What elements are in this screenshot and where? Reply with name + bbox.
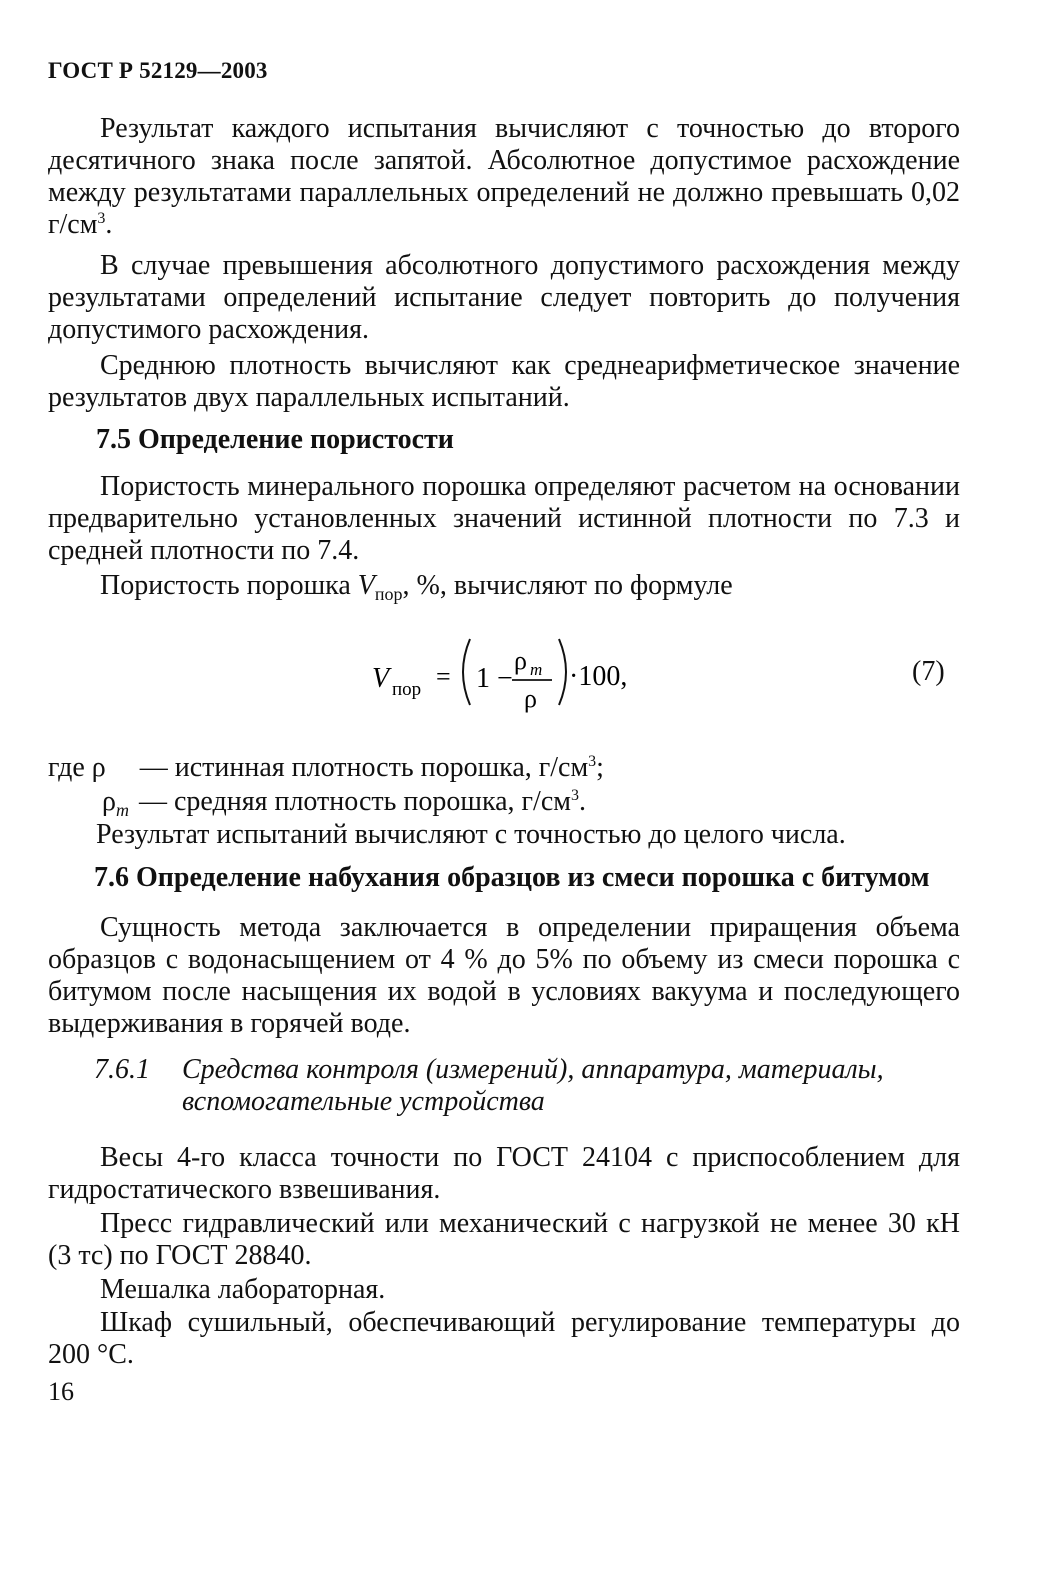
paragraph-porosity-formula-intro: Пористость порошка $V_{пор}$, %, вычисляют по формуле [100,570,733,604]
formula-left-paren [463,639,470,705]
paragraph-result-integer: Результат испытаний вычисляют с точностью до целого числа. [96,819,846,850]
formula-svg [370,625,670,715]
formula-multiplier: ·100, [569,661,628,692]
list-item-press: Пресс гидравлический или механический с нагрузкой не менее 30 кН (3 тс) по ГОСТ 28840. [48,1208,960,1271]
paragraph-average-density: Среднюю плотность вычисляют как среднеарифметическое значение результатов двух параллельных испытаний. [48,350,960,413]
section-heading-7-6: 7.6 Определение набухания образцов из смеси порошка с битумом [94,862,930,893]
paragraph-result-precision [48,113,960,241]
formula-lhs-sub: пор [392,679,422,700]
porosity-formula [370,625,970,715]
where-rho: где ρ — истинная плотность порошка, $г/см^3$; [48,752,604,783]
formula-lhs-var: V [372,663,390,694]
equation-number: (7) [912,656,945,687]
page-number: 16 [48,1377,74,1406]
list-item-drying-cabinet: Шкаф сушильный, обеспечивающий регулирование температуры до 200 °С. [48,1307,960,1370]
variable-v: V [357,570,375,601]
subscript-por: пор [374,584,403,604]
formula-denominator: ρ [524,684,537,713]
formula-numerator: ρ [514,646,527,675]
where-rho-m: $\rho_m$ — средняя плотность порошка, $г/см^3$. [102,786,586,820]
list-item-mixer: Мешалка лабораторная. [100,1274,386,1305]
paragraph-text: Результат каждого испытания вычисляют с точностью до второго десятичного знака после запятой. Абсолютное допустимое расхождение между результатами параллельных определений не должно превышать 0,02 г/см [48,113,960,240]
formula-equals: = [436,662,451,691]
paragraph-porosity-method: Пористость минерального порошка определяют расчетом на основании предварительно установленных значений истинной плотности по 7.3 и средней плотности по 7.4. [48,471,960,566]
document-id-header: ГОСТ Р 52129—2003 [48,58,268,83]
where-rho-m-text: — средняя плотность порошка, г/см [138,786,571,817]
formula-numerator-sub: m [530,660,543,679]
subsection-number: 7.6.1 [94,1054,150,1085]
subsection-heading-7-6-1 [94,1054,960,1118]
where-rho-text: — истинная плотность порошка, г/см [139,752,589,783]
paragraph-repeat-test: В случае превышения абсолютного допустимого расхождения между результатами определений испытание следует повторить до получения допустимого расхождения. [48,250,960,345]
paragraph-end: . [105,209,113,240]
where-rho-label: где ρ [48,752,106,783]
subsection-title: Средства контроля (измерений), аппаратура, материалы, вспомогательные устройства [182,1054,884,1117]
section-heading-7-5: 7.5 Определение пористости [96,424,454,455]
superscript-3: 3 [97,210,106,227]
where-rho-m-label: ρ [102,786,116,817]
formula-one-minus: 1 − [476,663,513,694]
paragraph-method-essence: Сущность метода заключается в определении приращения объема образцов с водонасыщением от 4 % до 5% по объему из смеси порошка с битумом после насыщения их водой в условиях вакуума и последующего выдерживания в горячей воде. [48,912,960,1039]
list-item-scales: Весы 4-го класса точности по ГОСТ 24104 с приспособлением для гидростатического взвешивания. [48,1142,960,1205]
formula-right-paren [559,639,566,705]
